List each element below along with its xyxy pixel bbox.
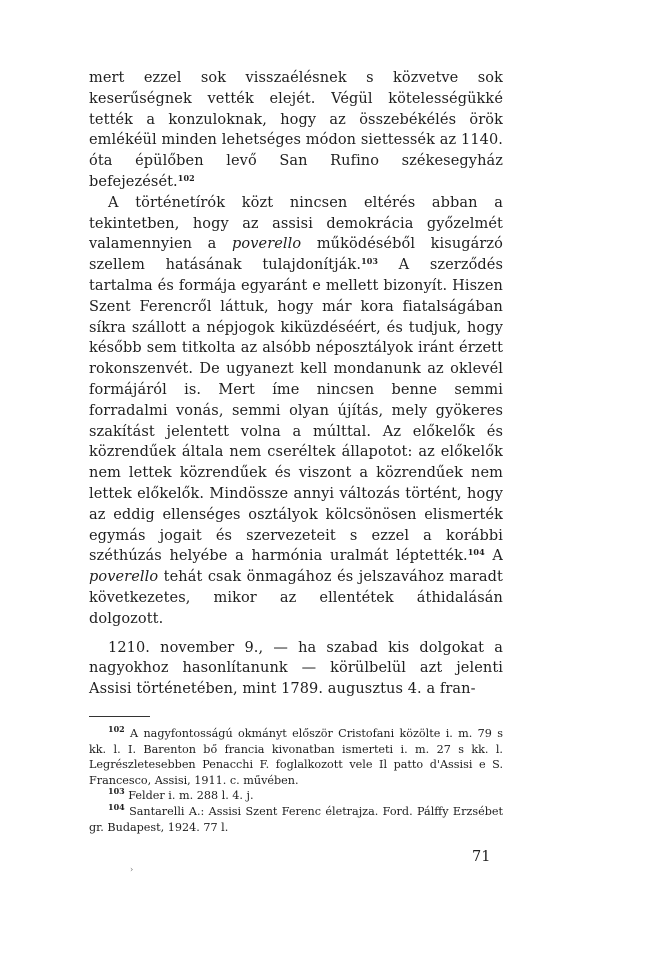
paragraph [89, 193, 503, 630]
text-run: 1210. november 9., — ha szabad kis dolgokat a nagyokhoz hasonlítanunk — körülbelül azt jelenti Assisi történetében, mint 1789. augusztus 4. a fran- [89, 639, 503, 698]
text-run: A történetírók közt nincsen eltérés abban a tekintetben, hogy az assisi demokrácia győzelmét valamennyien a [89, 194, 503, 253]
footnote-ref: 104 [467, 547, 485, 558]
footnote-divider [89, 716, 150, 717]
body-text [89, 68, 503, 700]
italic-text: poverello [89, 569, 159, 586]
page-number: 71 [472, 849, 491, 865]
paragraph [89, 68, 503, 193]
footnote-number: 103 [108, 786, 125, 797]
footnote [89, 788, 503, 804]
footnote-text: A nagyfontosságú okmányt először Cristofani közölte i. m. 79 s kk. l. I. Barenton bő francia kivonatban ismerteti i. m. 27 s kk. l. Legrészletesebben Penacchi F. foglalkozott vele Il patto d'Assisi e S. Francesco, Assisi, 1911. c. művében. [89, 727, 503, 787]
text-run: mert ezzel sok visszaélésnek s közvetve sok keserűségnek vették elejét. Végül kötelességükké tették a konzuloknak, hogy az összebékélés örök emlékéül minden lehetséges módon siettessék az 1140. óta épülőben levő San Rufino székesegyház befejezését. [89, 70, 503, 190]
text-run: A szerződés tartalma és formája egyaránt e mellett bizonyít. Hiszen Szent Ferencről láttuk, hogy már kora fiatalságában síkra szállott a népjogok kiküzdéséért, és tudjuk, hogy később sem titkolta az alsóbb néposztályok iránt érzett rokonszenvét. De ugyanezt kell mondanunk az oklevél formájáról is. Mert íme nincsen benne semmi forradalmi vonás, semmi olyan újítás, mely gyökeres szakítást jelentett volna a múlttal. Az előkelők és közrendűek általa nem cseréltek állapotot: az előkelők nem lettek közrendűek és viszont a közrendűek nem lettek előkelők. Mindössze annyi változás történt, hogy az eddig ellenséges osztályok kölcsönösen elismerték egymás jogait és szervezeteit s ezzel a korábbi széthúzás helyébe a harmónia uralmát léptették. [89, 257, 504, 565]
footnote-number: 104 [108, 801, 125, 812]
footnote-ref: 102 [177, 172, 195, 183]
italic-text: poverello [232, 236, 302, 253]
footnote-number: 102 [108, 724, 125, 734]
scan-speck: › [130, 865, 134, 874]
footnote [89, 801, 503, 835]
footnotes [89, 726, 503, 835]
text-run: működéséből kisugárzó szellem hatásának tulajdonítják. [89, 236, 503, 274]
paragraph [89, 638, 503, 700]
footnote-text: Santarelli A.: Assisi Szent Ferenc életrajza. Ford. Pálffy Erzsébet gr. Budapest, 1924. 77 l. [89, 804, 503, 834]
footnote [89, 726, 503, 788]
text-run: A [484, 548, 503, 565]
footnote-text: Felder i. m. 288 l. 4. j. [124, 789, 254, 803]
footnote-ref: 103 [361, 256, 379, 267]
text-run: tehát csak önmagához és jelszavához maradt következetes, mikor az ellentétek áthidalásán dolgozott. [89, 569, 503, 627]
